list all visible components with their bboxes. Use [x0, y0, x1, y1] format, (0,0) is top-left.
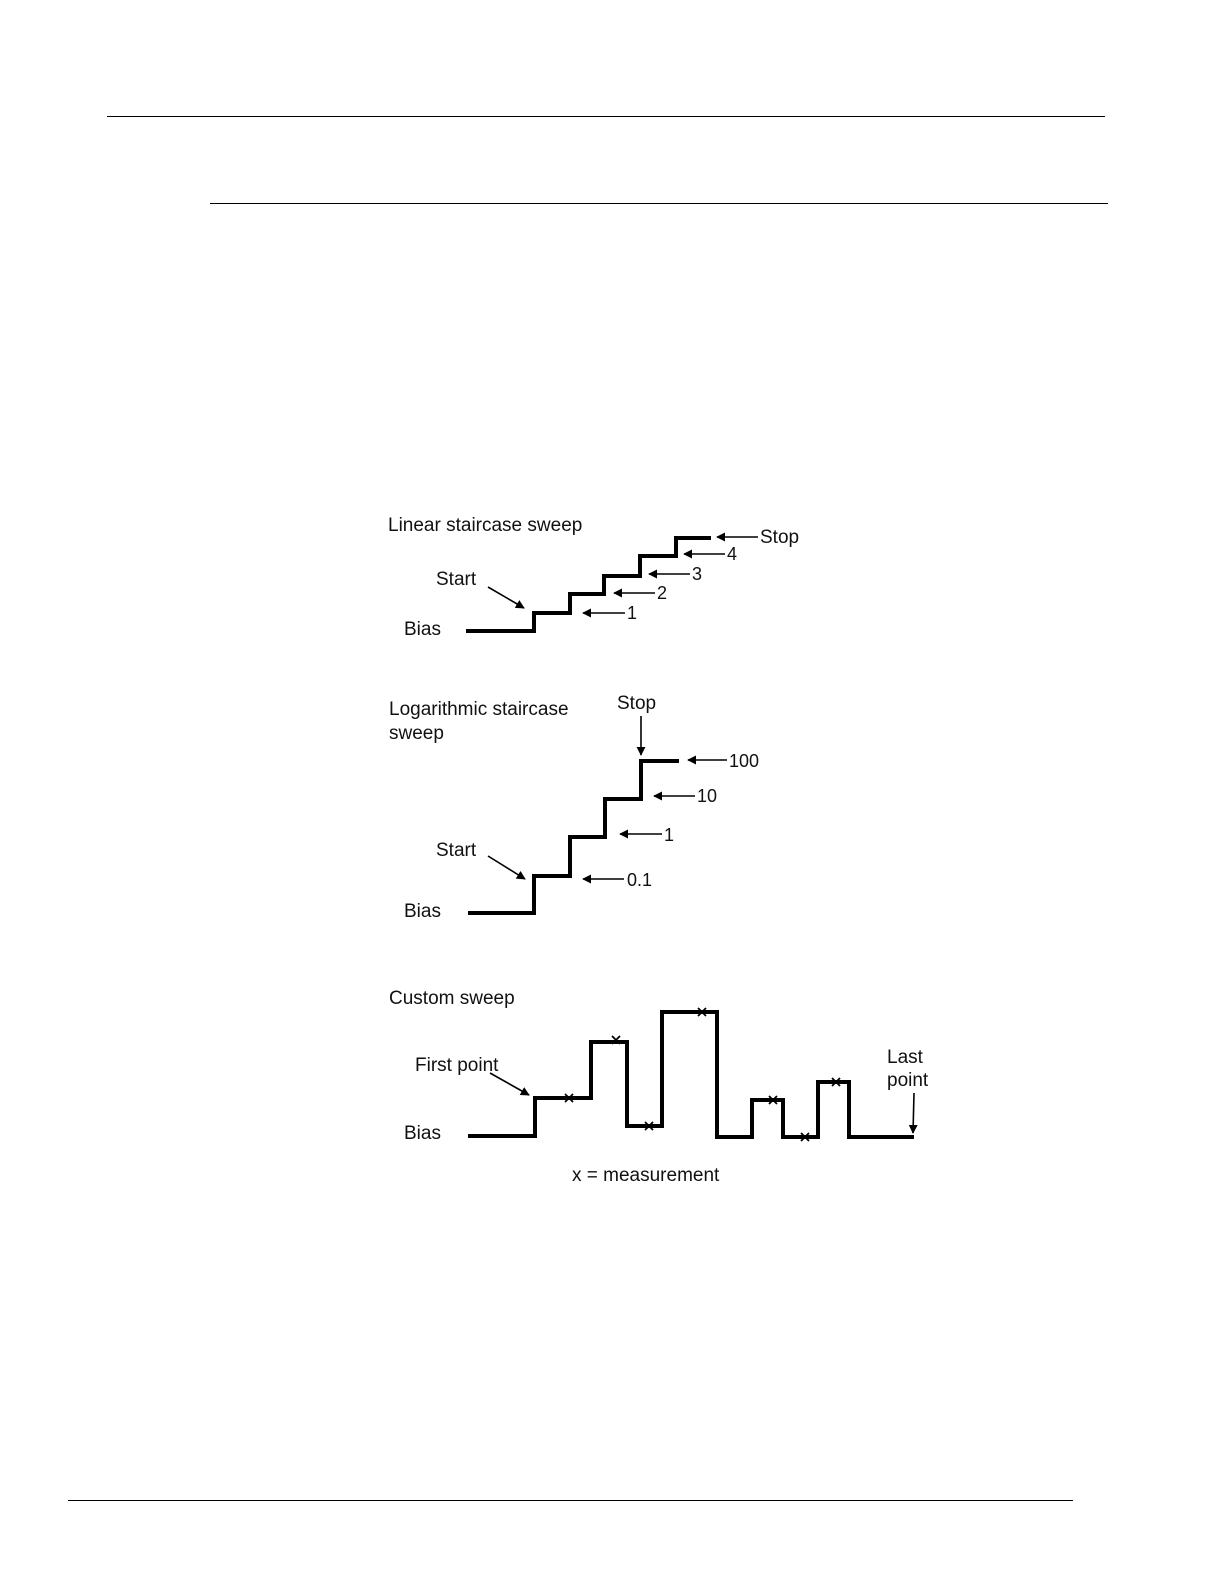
log-step-10-label: 10: [697, 786, 718, 806]
log-stop-label: Stop: [617, 693, 657, 714]
log-bias-label: Bias: [404, 901, 441, 922]
custom-measurement-marks: [565, 1008, 840, 1141]
custom-title: Custom sweep: [389, 988, 515, 1009]
custom-first-point-label: First point: [415, 1055, 499, 1076]
log-step-1-label: 1: [664, 825, 675, 845]
custom-measurement-legend: x = measurement: [572, 1165, 720, 1186]
linear-stop-label: Stop: [760, 527, 800, 548]
custom-last-point-arrow: [913, 1093, 914, 1133]
linear-step-2-label: 2: [657, 583, 668, 603]
linear-start-label: Start: [436, 569, 477, 590]
log-step-100-label: 100: [729, 751, 760, 771]
linear-title: Linear staircase sweep: [388, 515, 583, 536]
log-staircase-diagram: [389, 693, 759, 922]
linear-staircase-trace: [466, 538, 711, 631]
custom-last-label-line-2: point: [887, 1070, 929, 1091]
custom-last-label-line-1: Last: [887, 1047, 923, 1068]
custom-bias-label: Bias: [404, 1123, 441, 1144]
linear-start-arrow: [488, 587, 524, 608]
linear-step-1-label: 1: [627, 603, 638, 623]
log-title-line-2: sweep: [389, 723, 444, 744]
custom-sweep-diagram: [389, 988, 929, 1186]
log-start-label: Start: [436, 840, 477, 861]
log-start-arrow: [488, 856, 525, 879]
linear-step-3-label: 3: [692, 564, 703, 584]
linear-step-4-label: 4: [727, 544, 738, 564]
log-staircase-trace: [468, 761, 679, 913]
custom-first-point-arrow: [490, 1073, 529, 1095]
custom-sweep-trace: [468, 1012, 914, 1137]
linear-bias-label: Bias: [404, 619, 441, 640]
log-step-0.1-label: 0.1: [627, 870, 653, 890]
linear-staircase-diagram: [388, 515, 799, 640]
log-title-line-1: Logarithmic staircase: [389, 699, 569, 720]
